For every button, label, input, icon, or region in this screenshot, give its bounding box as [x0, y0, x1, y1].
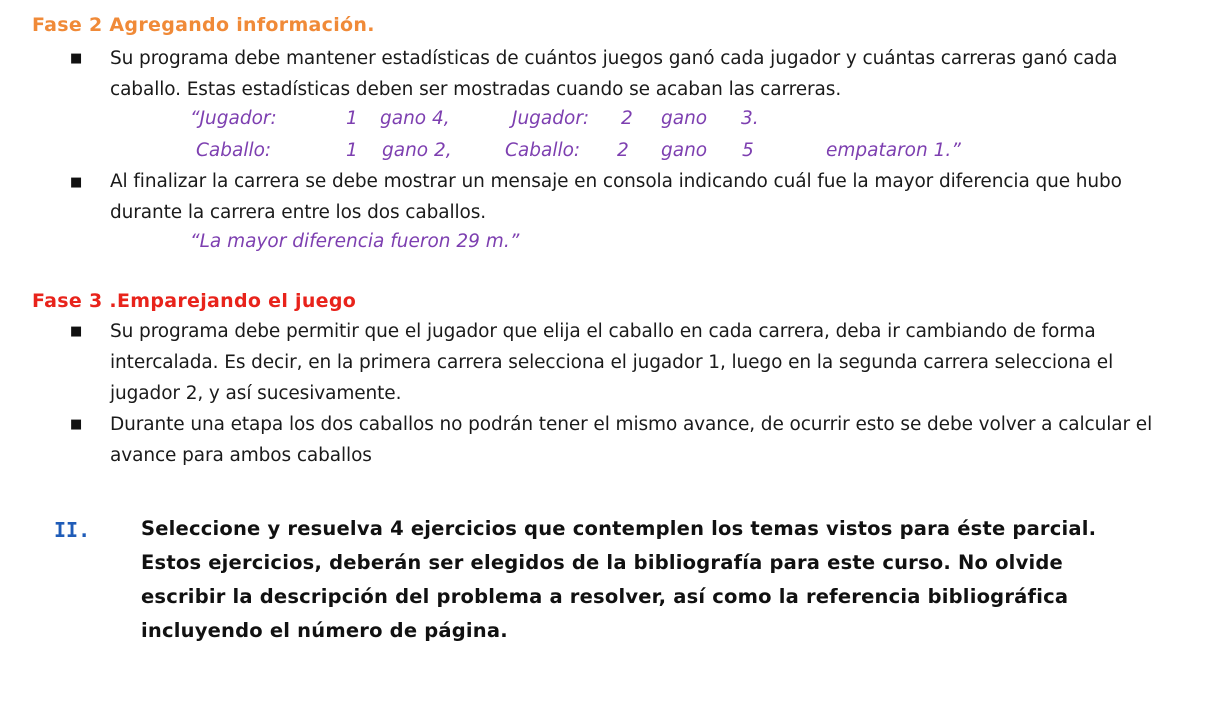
example-caballo-count-2: 5 [742, 140, 754, 161]
example-caballo-label-1: Caballo: [196, 140, 272, 161]
example-caballo-num-2: 2 [617, 140, 629, 161]
example-jugador-label-2: Jugador: [512, 108, 590, 129]
example-jugador-num-1: 1 [346, 108, 358, 129]
phase2-bullet2-text: Al finalizar la carrera se debe mostrar un mensaje en consola indicando cuál fue la mayor diferencia que hubo durante la carrera entre los dos caballos. [110, 171, 1122, 223]
section2-instructions: Seleccione y resuelva 4 ejercicios que contemplen los temas vistos para éste parcial. Estos ejercicios, deberán ser elegidos de la bibliografía para este curso. No olvide escribir la descripción del problema a resolver, así como la referencia bibliográfica incluyendo el número de página. [141, 517, 1097, 642]
phase2-bullet1-text: Su programa debe mantener estadísticas de cuántos juegos ganó cada jugador y cuántas carreras ganó cada caballo. Estas estadísticas deben ser mostradas cuando se acaban las carreras. [110, 48, 1118, 100]
square-bullet-icon: ■ [70, 51, 83, 66]
example-jugador-label-1: “Jugador: [190, 108, 277, 129]
example-caballo-label-2: Caballo: [505, 140, 581, 161]
phase2-heading: Fase 2 Agregando información. [32, 14, 375, 36]
example-empataron: empataron 1.” [826, 140, 961, 161]
square-bullet-icon: ■ [70, 417, 83, 432]
example-jugador-gano-1: gano 4, [380, 108, 450, 129]
example-caballo-gano-1: gano 2, [382, 140, 452, 161]
phase3-bullet2-text: Durante una etapa los dos caballos no podrán tener el mismo avance, de ocurrir esto se debe volver a calcular el avance para ambos caballos [110, 414, 1153, 466]
example-caballo-gano-2: gano [661, 140, 708, 161]
square-bullet-icon: ■ [70, 324, 83, 339]
example-mayor-diferencia: “La mayor diferencia fueron 29 m.” [190, 231, 520, 252]
example-jugador-gano-2: gano [661, 108, 708, 129]
example-caballo-num-1: 1 [346, 140, 358, 161]
phase3-bullet1-text: Su programa debe permitir que el jugador que elija el caballo en cada carrera, deba ir cambiando de forma intercalada. Es decir, en la primera carrera selecciona el jugador 1, luego en la segunda carrera selecciona el jugador 2, y así sucesivamente. [110, 321, 1114, 404]
example-jugador-count-2: 3. [741, 108, 759, 129]
example-jugador-num-2: 2 [621, 108, 633, 129]
section-numeral: II. [54, 518, 91, 542]
square-bullet-icon: ■ [70, 175, 83, 190]
phase3-heading: Fase 3 .Emparejando el juego [32, 290, 357, 312]
